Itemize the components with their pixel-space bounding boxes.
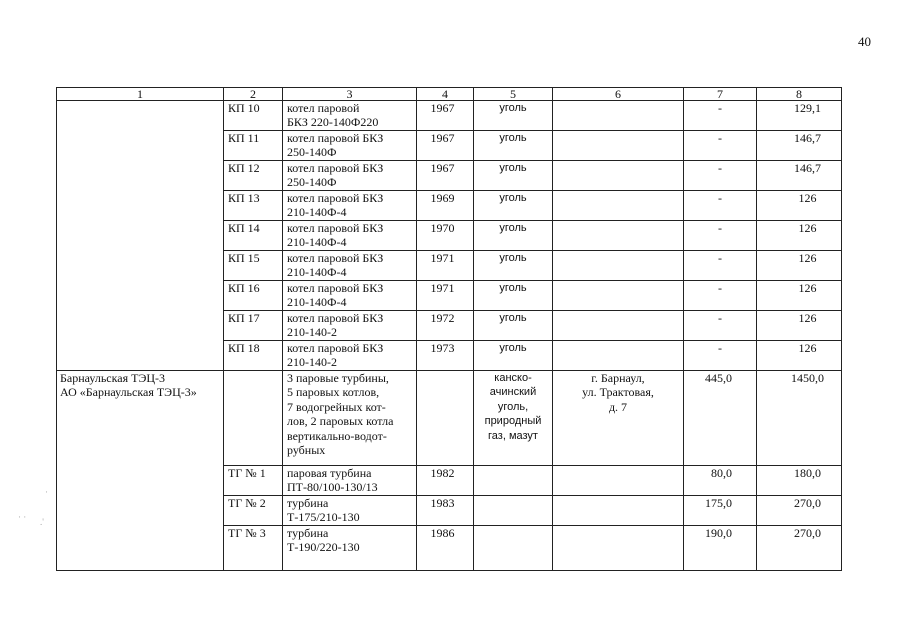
unit-heat-power: 126	[757, 281, 842, 311]
unit-electric-power: -	[684, 131, 757, 161]
unit-year: 1983	[417, 496, 474, 526]
plant-address: г. Барнаул, ул. Трактовая, д. 7	[553, 371, 684, 466]
unit-address	[553, 466, 684, 496]
unit-fuel: уголь	[474, 101, 553, 131]
equipment-table	[56, 87, 842, 571]
unit-id: КП 15	[224, 251, 283, 281]
unit-fuel	[474, 526, 553, 571]
unit-heat-power: 129,1	[757, 101, 842, 131]
unit-id: ТГ № 2	[224, 496, 283, 526]
unit-description: паровая турбина ПТ-80/100-130/13	[283, 466, 417, 496]
table-row	[57, 101, 842, 131]
unit-description: котел паровой БКЗ 210-140-2	[283, 311, 417, 341]
plant-heat-power: 1450,0	[757, 371, 842, 466]
unit-fuel: уголь	[474, 251, 553, 281]
unit-fuel: уголь	[474, 191, 553, 221]
plant-fuel: канско- ачинский уголь, природный газ, мазут	[474, 371, 553, 466]
unit-address	[553, 311, 684, 341]
column-number: 5	[474, 88, 553, 101]
unit-electric-power: -	[684, 311, 757, 341]
unit-heat-power: 270,0	[757, 496, 842, 526]
unit-address	[553, 341, 684, 371]
unit-id: КП 18	[224, 341, 283, 371]
unit-address	[553, 251, 684, 281]
unit-id: ТГ № 3	[224, 526, 283, 571]
unit-description: турбина Т-175/210-130	[283, 496, 417, 526]
unit-year: 1967	[417, 101, 474, 131]
unit-id: КП 14	[224, 221, 283, 251]
column-number: 1	[57, 88, 224, 101]
column-number: 6	[553, 88, 684, 101]
unit-electric-power: 190,0	[684, 526, 757, 571]
column-number: 7	[684, 88, 757, 101]
unit-address	[553, 526, 684, 571]
unit-electric-power: -	[684, 161, 757, 191]
unit-year: 1967	[417, 161, 474, 191]
unit-id: КП 16	[224, 281, 283, 311]
unit-id: КП 13	[224, 191, 283, 221]
plant-summary-row	[57, 371, 842, 466]
unit-address	[553, 281, 684, 311]
page-number: 40	[858, 34, 871, 49]
unit-year: 1986	[417, 526, 474, 571]
unit-electric-power: -	[684, 251, 757, 281]
unit-heat-power: 146,7	[757, 161, 842, 191]
unit-year: 1971	[417, 251, 474, 281]
plant-year-empty	[417, 371, 474, 466]
unit-id: КП 11	[224, 131, 283, 161]
unit-year: 1971	[417, 281, 474, 311]
unit-year: 1973	[417, 341, 474, 371]
unit-address	[553, 161, 684, 191]
unit-fuel: уголь	[474, 161, 553, 191]
unit-year: 1970	[417, 221, 474, 251]
unit-id: КП 17	[224, 311, 283, 341]
scan-speck: .'	[40, 517, 44, 527]
unit-description: котел паровой БКЗ 210-140Ф-4	[283, 221, 417, 251]
unit-electric-power: 175,0	[684, 496, 757, 526]
column-number: 3	[283, 88, 417, 101]
unit-heat-power: 126	[757, 221, 842, 251]
unit-electric-power: -	[684, 341, 757, 371]
unit-heat-power: 126	[757, 251, 842, 281]
unit-id: КП 12	[224, 161, 283, 191]
plant-unit-id-empty	[224, 371, 283, 466]
unit-description: турбина Т-190/220-130	[283, 526, 417, 571]
scan-speck: ·	[45, 487, 48, 497]
plant-name: Барнаульская ТЭЦ-3 АО «Барнаульская ТЭЦ-3»	[57, 371, 224, 571]
plant-equipment: 3 паровые турбины, 5 паровых котлов, 7 водогрейных кот- лов, 2 паровых котла вертикально-водот- рубных	[283, 371, 417, 466]
unit-address	[553, 496, 684, 526]
unit-fuel: уголь	[474, 131, 553, 161]
unit-address	[553, 131, 684, 161]
unit-description: котел паровой БКЗ 210-140-2	[283, 341, 417, 371]
unit-description: котел паровой БКЗ 210-140Ф-4	[283, 281, 417, 311]
unit-id: КП 10	[224, 101, 283, 131]
column-number: 4	[417, 88, 474, 101]
unit-address	[553, 191, 684, 221]
unit-description: котел паровой БКЗ 220-140Ф220	[283, 101, 417, 131]
unit-fuel: уголь	[474, 341, 553, 371]
unit-address	[553, 221, 684, 251]
unit-id: ТГ № 1	[224, 466, 283, 496]
unit-heat-power: 270,0	[757, 526, 842, 571]
unit-electric-power: -	[684, 281, 757, 311]
plant-cell-empty	[57, 101, 224, 371]
plant-electric-power: 445,0	[684, 371, 757, 466]
unit-description: котел паровой БКЗ 250-140Ф	[283, 161, 417, 191]
unit-heat-power: 180,0	[757, 466, 842, 496]
unit-year: 1982	[417, 466, 474, 496]
unit-fuel	[474, 466, 553, 496]
unit-electric-power: 80,0	[684, 466, 757, 496]
unit-electric-power: -	[684, 101, 757, 131]
unit-year: 1969	[417, 191, 474, 221]
unit-description: котел паровой БКЗ 250-140Ф	[283, 131, 417, 161]
unit-fuel	[474, 496, 553, 526]
unit-fuel: уголь	[474, 311, 553, 341]
unit-fuel: уголь	[474, 281, 553, 311]
column-number: 8	[757, 88, 842, 101]
unit-heat-power: 126	[757, 341, 842, 371]
unit-fuel: уголь	[474, 221, 553, 251]
scan-speck: · ·	[18, 512, 27, 522]
unit-year: 1967	[417, 131, 474, 161]
unit-year: 1972	[417, 311, 474, 341]
unit-electric-power: -	[684, 191, 757, 221]
column-number-row	[57, 88, 842, 101]
unit-description: котел паровой БКЗ 210-140Ф-4	[283, 191, 417, 221]
unit-heat-power: 126	[757, 311, 842, 341]
unit-description: котел паровой БКЗ 210-140Ф-4	[283, 251, 417, 281]
column-number: 2	[224, 88, 283, 101]
unit-electric-power: -	[684, 221, 757, 251]
unit-address	[553, 101, 684, 131]
unit-heat-power: 146,7	[757, 131, 842, 161]
unit-heat-power: 126	[757, 191, 842, 221]
